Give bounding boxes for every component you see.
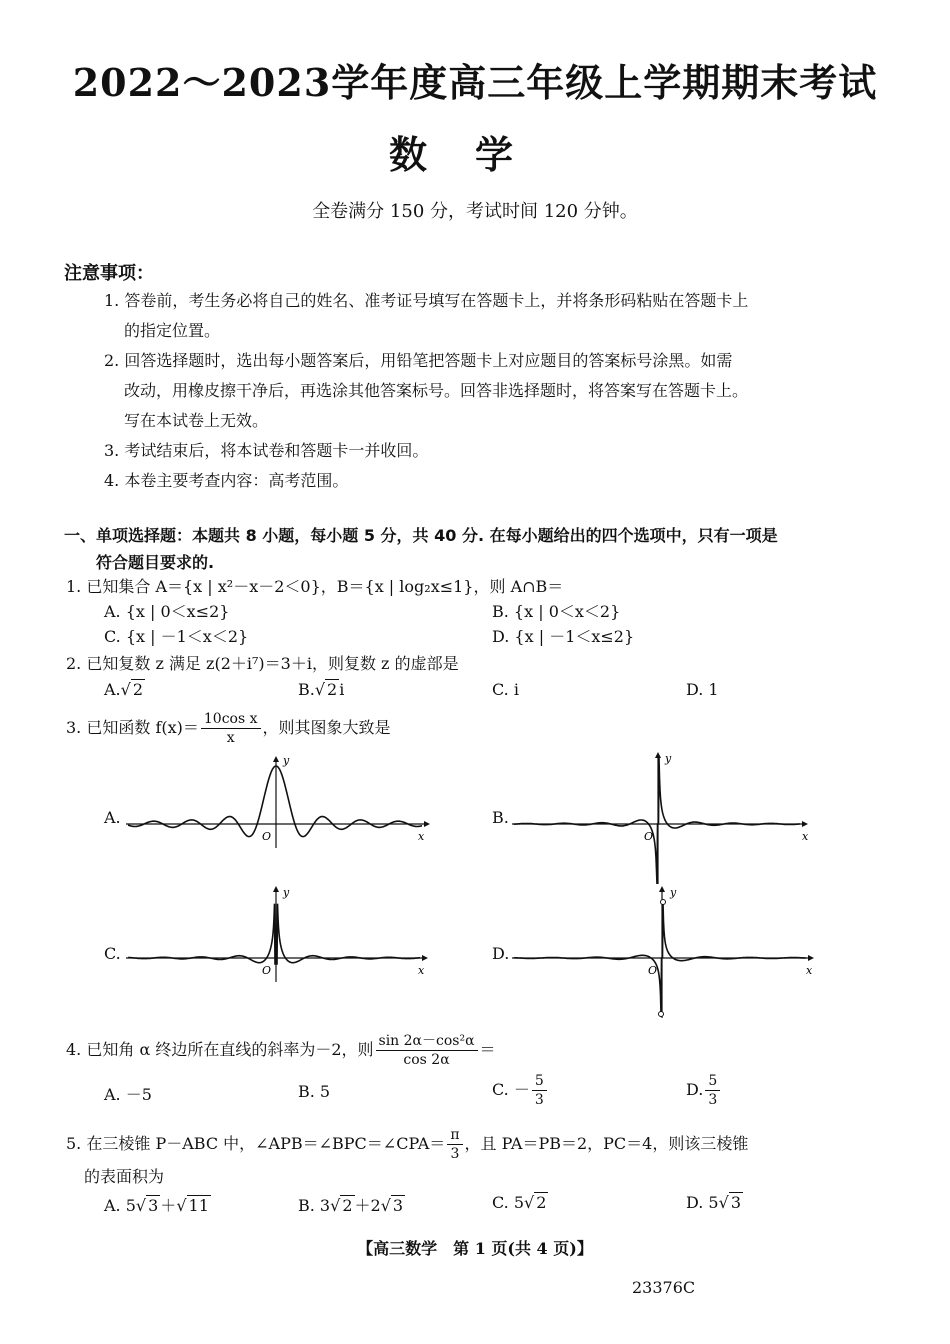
q5-option-a: A. 5√ 3 ＋√ 11 (104, 1196, 209, 1215)
q2-option-b: B.√ 2 i (298, 680, 345, 699)
q3-numerator: 10cos x (201, 710, 261, 729)
x-axis-label: x (806, 964, 813, 977)
note-line: 3. 考试结束后，将本试卷和答题卡一并收回。 (104, 441, 429, 460)
q3-stem (66, 710, 391, 747)
notes-heading: 注意事项： (64, 263, 154, 284)
y-axis-arrow (273, 756, 279, 762)
x-axis-arrow (802, 821, 808, 827)
q4-denominator: cos 2α (403, 1052, 450, 1068)
q5-d-radicand: 3 (730, 1193, 741, 1212)
q3-graph-a (126, 750, 436, 850)
q4-option-c (492, 1072, 549, 1109)
origin-label: O (648, 964, 658, 977)
q5-fraction (447, 1126, 462, 1163)
note-line: 1. 答卷前，考生务必将自己的姓名、准考证号填写在答题卡上，并将条形码粘贴在答题卡上 (104, 291, 749, 310)
q5-option-b: B. 3√ 2 ＋2√ 3 (298, 1196, 404, 1215)
q1-option-c: C. {x | －1＜x＜2} (104, 627, 249, 646)
q4-c-denominator: 3 (534, 1092, 544, 1108)
function-curve (128, 904, 420, 964)
q4-fraction (376, 1032, 478, 1069)
x-axis-arrow (808, 955, 814, 961)
q5-stem-line2: 的表面积为 (84, 1167, 165, 1186)
q5-d-label: D. 5 (686, 1193, 719, 1212)
q5-a-radicand-2: 11 (188, 1196, 209, 1215)
q3-option-c-label: C. (104, 944, 121, 963)
q4-numerator: sin 2α－cos²α (376, 1032, 478, 1051)
exam-title: 2022～2023学年度高三年级上学期期末考试 (72, 60, 878, 105)
q2-b-suffix: i (339, 680, 345, 699)
section-heading (64, 522, 778, 576)
function-curve (128, 766, 422, 837)
q5-a-radicand-1: 3 (148, 1196, 159, 1215)
y-axis-arrow (273, 886, 279, 892)
note-line: 改动，用橡皮擦干净后，再选涂其他答案标号。回答非选择题时，将答案写在答题卡上。 (124, 381, 749, 400)
x-axis-label: x (418, 830, 425, 843)
q3-option-b-label: B. (492, 808, 509, 827)
q4-c-numerator: 5 (532, 1072, 547, 1091)
subject-title: 数学 (388, 132, 561, 177)
q2-b-label: B. (298, 680, 315, 699)
y-axis-label: y (283, 886, 290, 899)
note-line: 写在本试卷上无效。 (124, 411, 269, 430)
q1-option-a: A. {x | 0＜x≤2} (104, 602, 230, 621)
y-axis-arrow (659, 886, 665, 892)
q2-stem: 2. 已知复数 z 满足 z(2＋i⁷)＝3＋i，则复数 z 的虚部是 (66, 654, 459, 673)
q4-c-fraction (532, 1072, 547, 1109)
origin-label: O (644, 830, 654, 843)
origin-label: O (262, 964, 272, 977)
q4-d-fraction (705, 1072, 720, 1109)
q5-stem-post: ，且 PA＝PB＝2，PC＝4，则该三棱锥 (464, 1134, 749, 1153)
q3-stem-pre: 3. 已知函数 f(x)＝ (66, 718, 199, 737)
q5-c-label: C. 5 (492, 1193, 525, 1212)
section-line-2: 符合题目要求的. (96, 553, 215, 572)
q5-numerator: π (447, 1126, 462, 1145)
q3-graph-d (512, 884, 822, 1020)
q3-denominator: x (226, 730, 235, 746)
q2-b-radicand: 2 (327, 680, 338, 699)
q4-c-label: C. － (492, 1080, 530, 1099)
function-curve (514, 758, 800, 884)
q5-b-radicand-2: 3 (392, 1196, 404, 1215)
q4-option-a: A. －5 (104, 1085, 152, 1104)
open-endpoint-bottom (659, 1012, 664, 1017)
q2-option-a: A.√ 2 (104, 680, 144, 699)
open-endpoint-top (661, 900, 666, 905)
exam-subtitle: 全卷满分 150 分，考试时间 120 分钟。 (312, 201, 638, 222)
q5-denominator: 3 (450, 1146, 460, 1162)
q3-graph-c (126, 884, 436, 984)
q3-stem-post: ，则其图象大致是 (262, 718, 391, 737)
q2-option-c: C. i (492, 680, 519, 699)
x-axis-arrow (424, 821, 430, 827)
q3-graph-b (512, 750, 822, 886)
q2-option-d: D. 1 (686, 680, 719, 699)
note-line: 4. 本卷主要考查内容：高考范围。 (104, 471, 349, 490)
q5-stem-pre: 5. 在三棱锥 P－ABC 中，∠APB＝∠BPC＝∠CPA＝ (66, 1134, 446, 1153)
q5-b-plus: ＋2 (354, 1196, 381, 1215)
q4-d-label: D. (686, 1080, 704, 1099)
y-axis-label: y (670, 886, 677, 899)
q3-option-a-label: A. (104, 808, 121, 827)
y-axis-label: y (283, 754, 290, 767)
x-axis-arrow (422, 955, 428, 961)
q1-option-b: B. {x | 0＜x＜2} (492, 602, 621, 621)
q1-option-d: D. {x | －1＜x≤2} (492, 627, 635, 646)
q5-option-c: C. 5√ 2 (492, 1193, 547, 1212)
page-footer: 【高三数学 第 1 页(共 4 页)】 (357, 1239, 593, 1258)
q5-a-label: A. 5 (104, 1196, 136, 1215)
q5-a-plus: ＋ (160, 1196, 177, 1215)
x-axis-label: x (802, 830, 809, 843)
q5-b-label: B. 3 (298, 1196, 331, 1215)
q5-b-radicand-1: 2 (342, 1196, 353, 1215)
q4-stem (66, 1032, 496, 1069)
q1-stem: 1. 已知集合 A＝{x | x²－x－2＜0}，B＝{x | log₂x≤1}，则 A∩B＝ (66, 577, 564, 596)
y-axis-label: y (665, 752, 672, 765)
q5-option-d: D. 5√ 3 (686, 1193, 741, 1212)
origin-label: O (262, 830, 272, 843)
q2-a-radicand: 2 (132, 680, 144, 699)
q4-option-d (686, 1072, 722, 1109)
q3-fraction (201, 710, 261, 747)
q4-d-denominator: 3 (708, 1092, 718, 1108)
x-axis-label: x (418, 964, 425, 977)
y-axis-arrow (655, 752, 661, 758)
q5-stem (66, 1126, 748, 1163)
q3-option-d-label: D. (492, 944, 510, 963)
section-line-1: 一、单项选择题：本题共 8 小题，每小题 5 分，共 40 分. 在每小题给出的四个选项中，只有一项是 (64, 526, 778, 545)
q4-stem-post: ＝ (479, 1040, 496, 1059)
q2-a-label: A. (104, 680, 121, 699)
q5-c-radicand: 2 (536, 1193, 547, 1212)
q4-d-numerator: 5 (705, 1072, 720, 1091)
note-line: 的指定位置。 (124, 321, 221, 340)
q4-stem-pre: 4. 已知角 α 终边所在直线的斜率为－2，则 (66, 1040, 374, 1059)
note-line: 2. 回答选择题时，选出每小题答案后，用铅笔把答题卡上对应题目的答案标号涂黑。如需 (104, 351, 733, 370)
q4-option-b: B. 5 (298, 1082, 331, 1101)
paper-code: 23376C (632, 1278, 696, 1297)
